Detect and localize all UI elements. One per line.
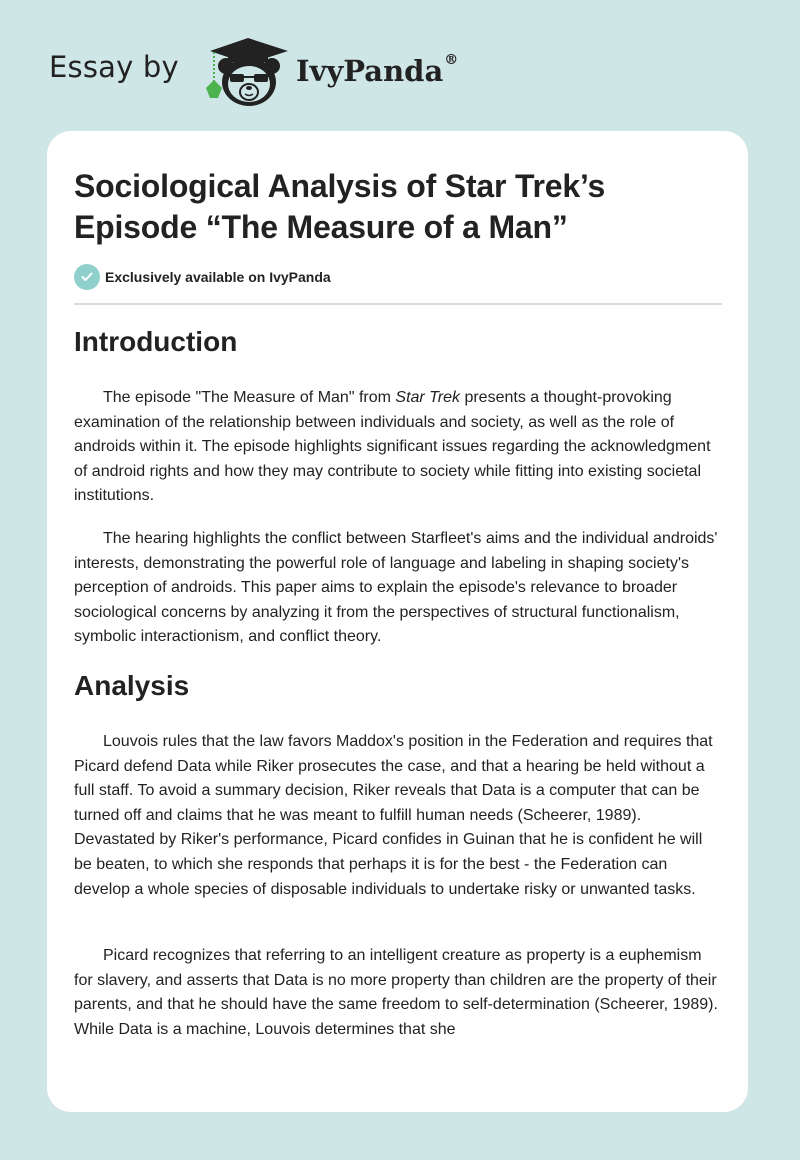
ivypanda-brand-name[interactable] [296, 54, 458, 88]
brand-text: IvyPanda [296, 54, 444, 88]
paragraph-analysis-2: Picard recognizes that referring to an intelligent creature as property is a euphemism for slavery, and asserts that Data is no more property than children are the property of their parents, and that he should have the same freedom to self-determination (Scheerer, 1989). While Data is a machine, Louvois determines that she [74, 947, 718, 1038]
site-header [0, 0, 800, 130]
ivypanda-panda-logo-icon[interactable] [202, 36, 294, 108]
exclusive-badge [74, 264, 331, 290]
paragraph-analysis-1: Louvois rules that the law favors Maddox's position in the Federation and requires that Picard defend Data while Riker prosecutes the case, and that a hearing be held without a full staff. To avoid a summary decision, Riker reveals that Data is a computer that can be turned off and claims that he was meant to fulfill human needs (Scheerer, 1989). Devastated by Riker's performance, Picard confides in Guinan that he is confident he will be beaten, to which she responds that perhaps it is for the best - the Federation can develop a whole species of disposable individuals to undertake risky or unwanted tasks. [74, 733, 713, 898]
paragraph-text: presents a thought-provoking examination of the relationship between individuals and society, as well as the role of androids within it. The episode highlights significant issues regarding the acknowledgment of android rights and how they may contribute to society while fitting into existing societal institutions. [74, 389, 711, 505]
essay-title: Sociological Analysis of Star Trek’s Episode “The Measure of a Man” [74, 168, 606, 245]
paragraph-intro-1 [74, 386, 724, 509]
paragraph-text: The episode "The Measure of Man" from [103, 389, 396, 406]
essay-by-label: Essay by [49, 50, 179, 84]
divider [74, 303, 722, 305]
italic-title: Star Trek [395, 389, 460, 406]
registered-mark: ® [444, 52, 459, 68]
section-heading-analysis: Analysis [74, 670, 190, 701]
essay-card [47, 131, 748, 1112]
exclusive-text: Exclusively available on IvyPanda [105, 269, 331, 285]
paragraph-intro-2: The hearing highlights the conflict between Starfleet's aims and the individual androids' interests, demonstrating the powerful role of language and labeling in shaping society's perception of androids. This paper aims to explain the episode's relevance to broader sociological concerns by analyzing it from the perspectives of structural functionalism, symbolic interactionism, and conflict theory. [74, 530, 718, 646]
section-heading-introduction: Introduction [74, 326, 238, 357]
check-circle-icon [74, 264, 100, 290]
